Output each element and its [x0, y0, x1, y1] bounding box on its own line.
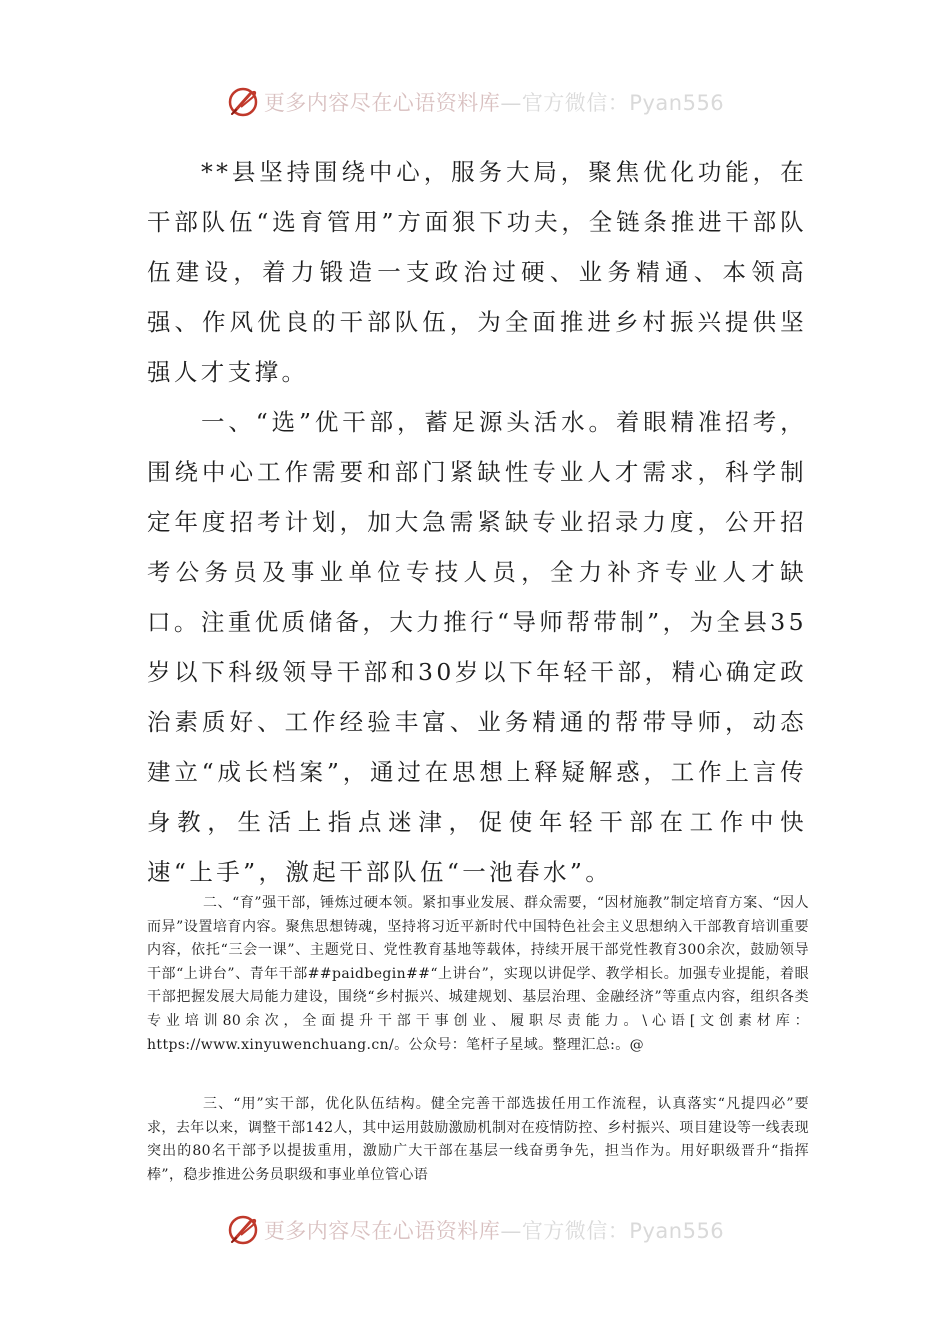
header-watermark	[0, 82, 950, 122]
paragraph-1-text: **县坚持围绕中心，服务大局，聚焦优化功能，在干部队伍“选育管用”方面狠下功夫，全链条推进干部队伍建设，着力锻造一支政治过硬、业务精通、本领高强、作风优良的干部队伍，为全面推进乡村振兴提供坚强人才支撑。	[147, 158, 807, 386]
watermark-wechat: 官方微信：Pyan556	[521, 1219, 725, 1243]
paragraph-4-text: 三、“用”实干部，优化队伍结构。健全完善干部选拔任用工作流程，认真落实“凡提四必”要求，去年以来，调整干部142人，其中运用鼓励激励机制对在疫情防控、乡村振兴、项目建设等一线表现突出的80名干部予以提拔重用，激励广大干部在基层一线奋勇争先，担当作为。用好职级晋升“指挥棒”，稳步推进公务员职级和事业单位管心语	[147, 1096, 809, 1183]
watermark-brand: 更多内容尽在心语资料库	[263, 91, 501, 115]
watermark-text	[264, 1215, 724, 1245]
quill-pen-logo-icon	[226, 85, 260, 119]
watermark-wechat: 官方微信：Pyan556	[521, 91, 725, 115]
watermark-brand: 更多内容尽在心语资料库	[263, 1219, 501, 1243]
watermark-text	[264, 87, 724, 117]
paragraph-3-text: 二、“育”强干部，锤炼过硬本领。紧扣事业发展、群众需要，“因材施教”制定培育方案、“因人而异”设置培育内容。聚焦思想铸魂，坚持将习近平新时代中国特色社会主义思想纳入干部教育培训重要内容，依托“三会一课”、主题党日、党性教育基地等载体，持续开展干部党性教育300余次，鼓励领导干部“上讲台”、青年干部##paidbegin##“上讲台”，实现以讲促学、教学相长。加强专业提能，着眼干部把握发展大局能力建设，围绕“乡村振兴、城建规划、基层治理、金融经济”等重点内容，组织各类专业培训80余次，全面提升干部干事创业、履职尽责能力。\心语[文创素材库：https://www.xinyuwenchuang.cn/。公众号：笔杆子星域。整理汇总:。@	[147, 895, 809, 1053]
paragraph-intro	[147, 147, 807, 397]
paragraph-select	[147, 397, 807, 897]
paragraph-2-text: 一、“选”优干部，蓄足源头活水。着眼精准招考，围绕中心工作需要和部门紧缺性专业人才需求，科学制定年度招考计划，加大急需紧缺专业招录力度，公开招考公务员及事业单位专技人员，全力补齐专业人才缺口。注重优质储备，大力推行“导师帮带制”，为全县35岁以下科级领导干部和30岁以下年轻干部，精心确定政治素质好、工作经验丰富、业务精通的帮带导师，动态建立“成长档案”，通过在思想上释疑解惑，工作上言传身教，生活上指点迷津，促使年轻干部在工作中快速“上手”，激起干部队伍“一池春水”。	[147, 408, 807, 886]
quill-pen-logo-icon	[226, 1213, 260, 1247]
paragraph-utilize	[147, 1093, 809, 1187]
footer-watermark	[0, 1210, 950, 1250]
watermark-dash: —	[500, 91, 522, 115]
paragraph-cultivate	[147, 892, 809, 1057]
watermark-dash: —	[500, 1219, 522, 1243]
